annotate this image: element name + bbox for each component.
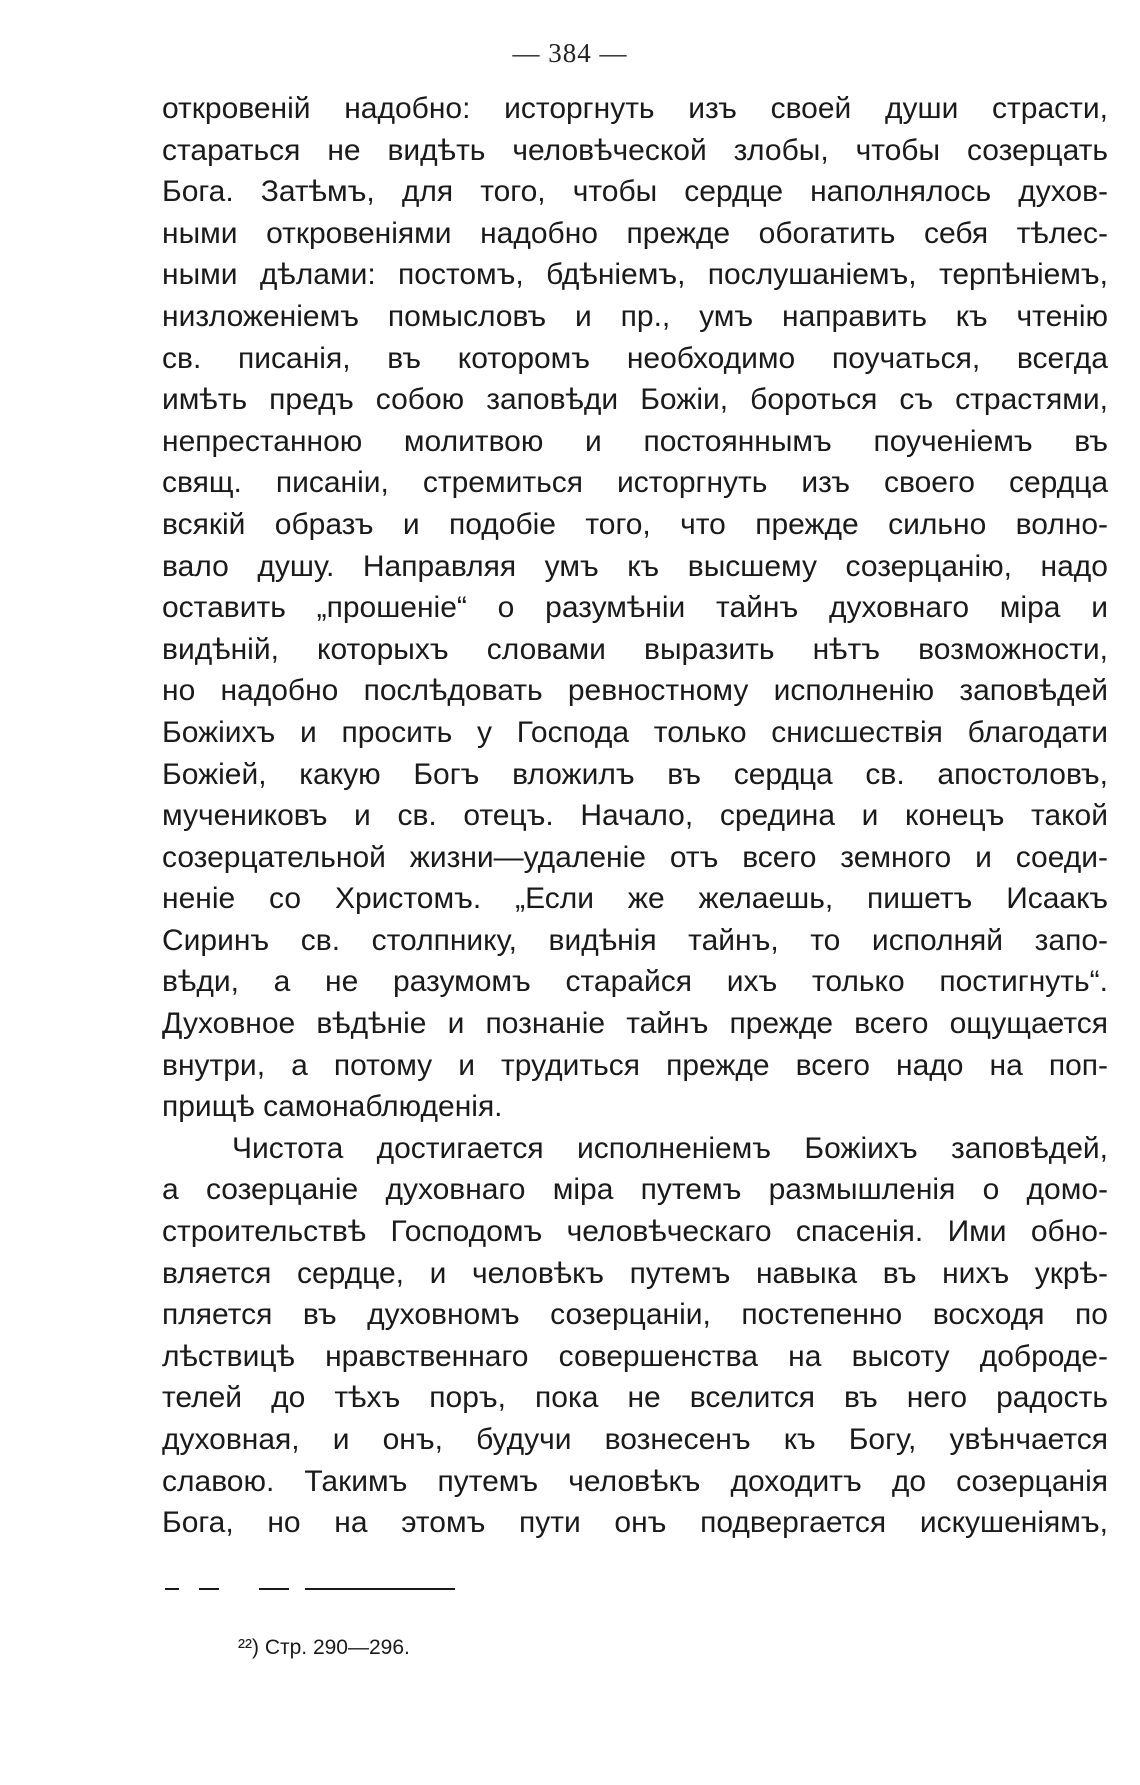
text-line: славою. Такимъ путемъ человѣкъ доходитъ до созерцанія (162, 1464, 1108, 1498)
text-line: вѣди, а не разумомъ старайся ихъ только постигнуть“. (162, 965, 1108, 999)
text-line: мучениковъ и св. отецъ. Начало, средина и конецъ такой (162, 799, 1108, 833)
text-line: видѣній, которыхъ словами выразить нѣтъ возможности, (162, 632, 1108, 666)
text-line: низложеніемъ помысловъ и пр., умъ направить къ чтенію (162, 299, 1108, 333)
text-line: внутри, а потому и трудиться прежде всего надо на поп- (162, 1048, 1108, 1082)
text-line: Бога. Затѣмъ, для того, чтобы сердце наполнялось духов- (162, 175, 1108, 209)
footnote-rule-dash (199, 1588, 219, 1590)
text-line: вало душу. Направляя умъ къ высшему созерцанію, надо (162, 549, 1108, 583)
text-line: неніе со Христомъ. „Если же желаешь, пишетъ Исаакъ (162, 882, 1108, 916)
text-line: оставить „прошеніе“ о разумѣніи тайнъ духовнаго міра и (162, 591, 1108, 625)
text-line: телей до тѣхъ поръ, пока не вселится въ него радость (162, 1381, 1108, 1415)
paragraph-start-line: Чистота достигается исполненіемъ Божіихъ заповѣдей, (232, 1131, 1108, 1165)
body-text (162, 88, 1108, 1544)
page-number: — 384 — (512, 38, 628, 68)
text-line: Духовное вѣдѣніе и познаніе тайнъ прежде всего ощущается (162, 1007, 1108, 1041)
text-line: непрестанною молитвою и постояннымъ поученіемъ въ (162, 424, 1108, 458)
footnote: ²²) Стр. 290—296. (238, 1636, 410, 1659)
text-line: а созерцаніе духовнаго міра путемъ размышленія о домо- (162, 1173, 1108, 1207)
text-line: строительствѣ Господомъ человѣческаго спасенія. Ими обно- (162, 1215, 1108, 1249)
text-line: Божіей, какую Богъ вложилъ въ сердца св. апостоловъ, (162, 757, 1108, 791)
text-line: ными откровеніями надобно прежде обогатить себя тѣлес- (162, 216, 1108, 250)
footnote-rule-dash (259, 1588, 289, 1590)
text-line: Божіихъ и просить у Господа только снисшествія благодати (162, 715, 1108, 749)
text-line: вляется сердце, и человѣкъ путемъ навыка въ нихъ укрѣ- (162, 1256, 1108, 1290)
footnote-rule-dash (165, 1588, 179, 1590)
text-line: пляется въ духовномъ созерцаніи, постепенно восходя по (162, 1298, 1108, 1332)
text-line: но надобно послѣдовать ревностному исполненію заповѣдей (162, 674, 1108, 708)
footnote-separator (165, 1584, 455, 1596)
text-line: откровеній надобно: исторгнуть изъ своей души страсти, (162, 92, 1108, 125)
paragraph-end-line: прищѣ самонаблюденія. (162, 1090, 503, 1124)
text-line: св. писанія, въ которомъ необходимо поучаться, всегда (162, 341, 1108, 375)
text-line: стараться не видѣть человѣческой злобы, чтобы созерцать (162, 133, 1108, 167)
text-line: духовная, и онъ, будучи вознесенъ къ Богу, увѣнчается (162, 1423, 1108, 1456)
text-line: созерцательной жизни—удаленіе отъ всего земного и соеди- (162, 840, 1108, 874)
text-line: Сиринъ св. столпнику, видѣнія тайнъ, то исполняй запо- (162, 923, 1108, 957)
text-line: Бога, но на этомъ пути онъ подвергается искушеніямъ, (162, 1506, 1108, 1540)
text-line: свящ. писаніи, стремиться исторгнуть изъ своего сердца (162, 466, 1108, 500)
text-line: всякій образъ и подобіе того, что прежде сильно волно- (162, 507, 1108, 541)
text-line: имѣть предъ собою заповѣди Божіи, бороться съ страстями, (162, 383, 1108, 417)
text-line: ными дѣлами: постомъ, бдѣніемъ, послушаніемъ, терпѣніемъ, (162, 258, 1108, 292)
text-line: лѣствицѣ нравственнаго совершенства на высоту доброде- (162, 1339, 1108, 1373)
footnote-rule-line (305, 1588, 455, 1590)
